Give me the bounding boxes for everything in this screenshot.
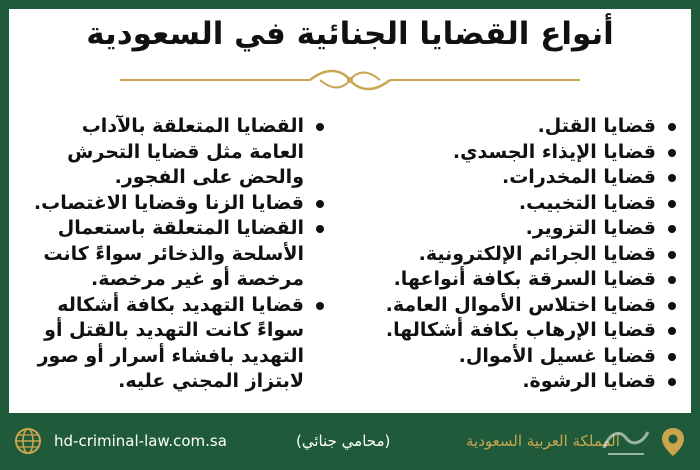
left-case-list bbox=[26, 114, 326, 395]
list-item: قضايا السرقة بكافة أنواعها. bbox=[378, 267, 678, 293]
list-item: القضايا المتعلقة بالآداب العامة مثل قضايا التحرش والحض على الفجور. bbox=[26, 114, 326, 191]
list-item: قضايا اختلاس الأموال العامة. bbox=[378, 293, 678, 319]
bullet-dot bbox=[668, 327, 676, 335]
bullet-dot bbox=[668, 123, 676, 131]
list-item: قضايا الإرهاب بكافة أشكالها. bbox=[378, 318, 678, 344]
bullet-dot bbox=[668, 225, 676, 233]
bullet-dot bbox=[316, 123, 324, 131]
bullet-dot bbox=[316, 225, 324, 233]
bullet-dot bbox=[668, 353, 676, 361]
footer-bar bbox=[0, 413, 700, 470]
bullet-dot bbox=[668, 276, 676, 284]
bullet-dot bbox=[668, 378, 676, 386]
list-item: قضايا الجرائم الإلكترونية. bbox=[378, 242, 678, 268]
list-item: قضايا غسيل الأموال. bbox=[378, 344, 678, 370]
ornament-divider bbox=[120, 66, 580, 94]
bullet-dot bbox=[668, 251, 676, 259]
list-item: قضايا القتل. bbox=[378, 114, 678, 140]
country-label: المملكة العربية السعودية bbox=[466, 432, 620, 450]
location-pin-icon bbox=[660, 427, 686, 457]
bullet-dot bbox=[668, 200, 676, 208]
lawyer-label: (محامي جنائي) bbox=[296, 432, 391, 450]
list-item: قضايا الزنا وقضايا الاغتصاب. bbox=[26, 191, 326, 217]
list-item: قضايا التخبيب. bbox=[378, 191, 678, 217]
bullet-dot bbox=[668, 174, 676, 182]
list-item: قضايا المخدرات. bbox=[378, 165, 678, 191]
bullet-dot bbox=[668, 302, 676, 310]
website-link[interactable]: hd-criminal-law.com.sa bbox=[54, 432, 227, 450]
bullet-dot bbox=[316, 302, 324, 310]
right-case-list bbox=[378, 114, 678, 395]
list-item: قضايا التزوير. bbox=[378, 216, 678, 242]
list-item: قضايا الإيذاء الجسدي. bbox=[378, 140, 678, 166]
watermark-logo bbox=[600, 424, 652, 458]
list-item: القضايا المتعلقة باستعمال الأسلحة والذخائر سواءً كانت مرخصة أو غير مرخصة. bbox=[26, 216, 326, 293]
bullet-dot bbox=[668, 149, 676, 157]
list-item: قضايا الرشوة. bbox=[378, 369, 678, 395]
page-title: أنواع القضايا الجنائية في السعودية bbox=[86, 16, 614, 52]
bullet-dot bbox=[316, 200, 324, 208]
globe-icon bbox=[14, 427, 42, 455]
list-item: قضايا التهديد بكافة أشكاله سواءً كانت التهديد بالقتل أو التهديد بافشاء أسرار أو صور لابتزاز المجني عليه. bbox=[26, 293, 326, 395]
